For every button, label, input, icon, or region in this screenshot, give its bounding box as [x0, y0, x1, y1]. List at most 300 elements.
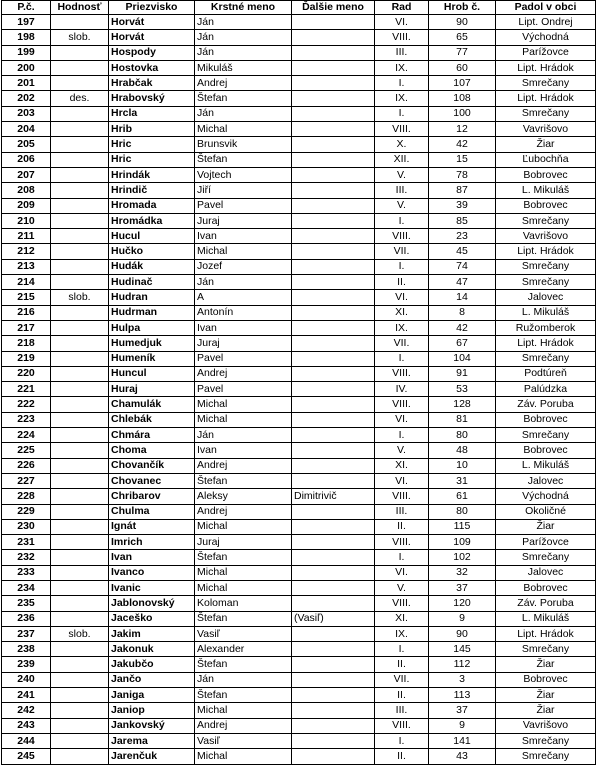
cell-other-name [292, 305, 375, 320]
cell-surname: Jakubčo [109, 657, 195, 672]
cell-surname: Horvát [109, 30, 195, 45]
table-row [2, 259, 596, 274]
cell-row: II. [375, 688, 429, 703]
cell-rank [51, 550, 109, 565]
table-row [2, 642, 596, 657]
cell-other-name [292, 580, 375, 595]
cell-first-name: Michal [195, 580, 292, 595]
table-row [2, 366, 596, 381]
cell-rank [51, 733, 109, 748]
cell-row: II. [375, 519, 429, 534]
cell-surname: Ivanic [109, 580, 195, 595]
cell-number: 197 [2, 15, 51, 30]
cell-other-name [292, 703, 375, 718]
cell-row: VIII. [375, 535, 429, 550]
table-row [2, 657, 596, 672]
cell-row: IX. [375, 320, 429, 335]
cell-first-name: Štefan [195, 91, 292, 106]
cell-grave-number: 53 [429, 382, 496, 397]
cell-grave-number: 90 [429, 15, 496, 30]
cell-grave-number: 39 [429, 198, 496, 213]
cell-surname: Jankovský [109, 718, 195, 733]
cell-surname: Hudák [109, 259, 195, 274]
cell-fell-in: Vavrišovo [496, 229, 596, 244]
table-row [2, 489, 596, 504]
cell-rank: des. [51, 91, 109, 106]
cell-grave-number: 3 [429, 672, 496, 687]
cell-first-name: Ján [195, 15, 292, 30]
cell-number: 200 [2, 60, 51, 75]
cell-row: VII. [375, 244, 429, 259]
cell-surname: Chovanec [109, 473, 195, 488]
cell-grave-number: 42 [429, 320, 496, 335]
cell-surname: Jablonovský [109, 596, 195, 611]
cell-surname: Hudinač [109, 275, 195, 290]
cell-surname: Choma [109, 443, 195, 458]
cell-other-name [292, 672, 375, 687]
cell-fell-in: Podtúreň [496, 366, 596, 381]
cell-first-name: Michal [195, 519, 292, 534]
cell-fell-in: Parížovce [496, 535, 596, 550]
cell-number: 222 [2, 397, 51, 412]
table-row [2, 336, 596, 351]
cell-first-name: Vasiľ [195, 626, 292, 641]
cell-fell-in: Lipt. Ondrej [496, 15, 596, 30]
cell-fell-in: Smrečany [496, 351, 596, 366]
table-row [2, 60, 596, 75]
cell-first-name: Andrej [195, 366, 292, 381]
cell-number: 203 [2, 106, 51, 121]
cell-rank [51, 351, 109, 366]
cell-number: 239 [2, 657, 51, 672]
cell-first-name: Ján [195, 45, 292, 60]
cell-grave-number: 10 [429, 458, 496, 473]
cell-first-name: Jiří [195, 183, 292, 198]
cell-fell-in: Smrečany [496, 642, 596, 657]
cell-first-name: Vasiľ [195, 733, 292, 748]
cell-number: 214 [2, 275, 51, 290]
cell-row: I. [375, 550, 429, 565]
cell-rank [51, 443, 109, 458]
cell-fell-in: Lipt. Hrádok [496, 336, 596, 351]
cell-first-name: Ján [195, 106, 292, 121]
cell-surname: Ignát [109, 519, 195, 534]
cell-surname: Huncul [109, 366, 195, 381]
cell-number: 227 [2, 473, 51, 488]
cell-rank [51, 122, 109, 137]
cell-rank [51, 428, 109, 443]
cell-grave-number: 37 [429, 703, 496, 718]
cell-grave-number: 31 [429, 473, 496, 488]
cell-row: I. [375, 351, 429, 366]
cell-fell-in: L. Mikuláš [496, 305, 596, 320]
table-row [2, 198, 596, 213]
table-row [2, 397, 596, 412]
cell-number: 226 [2, 458, 51, 473]
cell-rank [51, 167, 109, 182]
cell-number: 206 [2, 152, 51, 167]
cell-number: 209 [2, 198, 51, 213]
table-row [2, 76, 596, 91]
cell-grave-number: 9 [429, 718, 496, 733]
cell-fell-in: Palúdzka [496, 382, 596, 397]
cell-row: VIII. [375, 122, 429, 137]
cell-number: 224 [2, 428, 51, 443]
cell-fell-in: L. Mikuláš [496, 183, 596, 198]
cell-fell-in: Bobrovec [496, 412, 596, 427]
cell-grave-number: 141 [429, 733, 496, 748]
table-row [2, 550, 596, 565]
cell-other-name [292, 275, 375, 290]
cell-fell-in: Lipt. Hrádok [496, 60, 596, 75]
table-row [2, 382, 596, 397]
cell-number: 243 [2, 718, 51, 733]
cell-fell-in: Záv. Poruba [496, 397, 596, 412]
cell-first-name: Andrej [195, 458, 292, 473]
cell-fell-in: Smrečany [496, 428, 596, 443]
cell-first-name: Mikuláš [195, 60, 292, 75]
cell-rank [51, 519, 109, 534]
cell-number: 216 [2, 305, 51, 320]
cell-other-name [292, 152, 375, 167]
table-row [2, 213, 596, 228]
cell-grave-number: 115 [429, 519, 496, 534]
cell-fell-in: Východná [496, 30, 596, 45]
cell-surname: Chovančík [109, 458, 195, 473]
cell-surname: Hrabovský [109, 91, 195, 106]
cell-first-name: Štefan [195, 657, 292, 672]
cell-first-name: Pavel [195, 382, 292, 397]
cell-grave-number: 120 [429, 596, 496, 611]
cell-first-name: Michal [195, 397, 292, 412]
cell-fell-in: Smrečany [496, 76, 596, 91]
cell-fell-in: Ľubochňa [496, 152, 596, 167]
cell-first-name: Pavel [195, 198, 292, 213]
cell-number: 240 [2, 672, 51, 687]
cell-number: 204 [2, 122, 51, 137]
cell-rank [51, 213, 109, 228]
table-row [2, 122, 596, 137]
cell-rank [51, 366, 109, 381]
cell-first-name: Ivan [195, 320, 292, 335]
cell-number: 208 [2, 183, 51, 198]
cell-other-name [292, 30, 375, 45]
col-header-grave-number: Hrob č. [429, 1, 496, 15]
cell-surname: Ivan [109, 550, 195, 565]
cell-rank [51, 611, 109, 626]
cell-other-name [292, 366, 375, 381]
cell-fell-in: Jalovec [496, 565, 596, 580]
table-row [2, 244, 596, 259]
cell-row: XI. [375, 611, 429, 626]
cell-other-name [292, 167, 375, 182]
cell-surname: Chribarov [109, 489, 195, 504]
cell-other-name [292, 45, 375, 60]
cell-grave-number: 81 [429, 412, 496, 427]
cell-rank [51, 397, 109, 412]
cell-rank [51, 489, 109, 504]
cell-row: V. [375, 167, 429, 182]
cell-fell-in: Žiar [496, 519, 596, 534]
cell-number: 217 [2, 320, 51, 335]
cell-row: VI. [375, 412, 429, 427]
cell-first-name: Ján [195, 30, 292, 45]
cell-grave-number: 77 [429, 45, 496, 60]
cell-first-name: Ján [195, 428, 292, 443]
cell-number: 229 [2, 504, 51, 519]
cell-grave-number: 65 [429, 30, 496, 45]
cell-other-name [292, 259, 375, 274]
cell-other-name [292, 443, 375, 458]
cell-row: VIII. [375, 366, 429, 381]
cell-number: 223 [2, 412, 51, 427]
cell-row: XI. [375, 458, 429, 473]
cell-number: 232 [2, 550, 51, 565]
cell-row: VIII. [375, 30, 429, 45]
cell-other-name [292, 749, 375, 764]
cell-number: 225 [2, 443, 51, 458]
cell-other-name [292, 76, 375, 91]
cell-first-name: Koloman [195, 596, 292, 611]
cell-other-name [292, 397, 375, 412]
cell-grave-number: 9 [429, 611, 496, 626]
cell-grave-number: 42 [429, 137, 496, 152]
cell-first-name: Michal [195, 412, 292, 427]
cell-number: 207 [2, 167, 51, 182]
cell-row: V. [375, 443, 429, 458]
cell-row: VIII. [375, 229, 429, 244]
cell-number: 235 [2, 596, 51, 611]
table-row [2, 535, 596, 550]
cell-row: I. [375, 213, 429, 228]
cell-grave-number: 61 [429, 489, 496, 504]
cell-surname: Janiop [109, 703, 195, 718]
cell-other-name [292, 137, 375, 152]
cell-surname: Jakonuk [109, 642, 195, 657]
cell-rank [51, 76, 109, 91]
col-header-fell-in: Padol v obci [496, 1, 596, 15]
table-row [2, 152, 596, 167]
cell-grave-number: 12 [429, 122, 496, 137]
cell-grave-number: 112 [429, 657, 496, 672]
col-header-other-name: Ďalšie meno [292, 1, 375, 15]
table-row [2, 703, 596, 718]
cell-number: 221 [2, 382, 51, 397]
cell-number: 242 [2, 703, 51, 718]
cell-number: 228 [2, 489, 51, 504]
cell-rank [51, 473, 109, 488]
table-row [2, 305, 596, 320]
cell-rank [51, 672, 109, 687]
cell-surname: Chmára [109, 428, 195, 443]
cell-number: 211 [2, 229, 51, 244]
grave-register-table [1, 0, 596, 765]
cell-first-name: Ján [195, 672, 292, 687]
cell-row: III. [375, 45, 429, 60]
cell-row: II. [375, 275, 429, 290]
cell-number: 245 [2, 749, 51, 764]
cell-row: VI. [375, 15, 429, 30]
cell-other-name [292, 565, 375, 580]
cell-surname: Hric [109, 137, 195, 152]
cell-row: I. [375, 733, 429, 748]
cell-rank: slob. [51, 30, 109, 45]
cell-row: XII. [375, 152, 429, 167]
cell-row: III. [375, 183, 429, 198]
cell-first-name: Juraj [195, 213, 292, 228]
cell-other-name [292, 718, 375, 733]
cell-row: X. [375, 137, 429, 152]
cell-rank [51, 642, 109, 657]
table-row [2, 106, 596, 121]
cell-grave-number: 100 [429, 106, 496, 121]
cell-number: 241 [2, 688, 51, 703]
cell-grave-number: 78 [429, 167, 496, 182]
cell-number: 210 [2, 213, 51, 228]
cell-surname: Ivanco [109, 565, 195, 580]
cell-number: 212 [2, 244, 51, 259]
cell-surname: Hulpa [109, 320, 195, 335]
cell-fell-in: Parížovce [496, 45, 596, 60]
cell-row: IX. [375, 60, 429, 75]
table-row [2, 320, 596, 335]
cell-rank [51, 535, 109, 550]
cell-rank [51, 688, 109, 703]
cell-rank: slob. [51, 290, 109, 305]
cell-rank [51, 749, 109, 764]
cell-first-name: Ivan [195, 443, 292, 458]
cell-other-name [292, 642, 375, 657]
cell-rank [51, 183, 109, 198]
cell-first-name: Antonín [195, 305, 292, 320]
cell-grave-number: 48 [429, 443, 496, 458]
cell-surname: Jarema [109, 733, 195, 748]
table-row [2, 733, 596, 748]
cell-grave-number: 91 [429, 366, 496, 381]
cell-first-name: Aleksy [195, 489, 292, 504]
col-header-rank: Hodnosť [51, 1, 109, 15]
cell-other-name [292, 733, 375, 748]
cell-rank [51, 305, 109, 320]
cell-number: 236 [2, 611, 51, 626]
cell-rank [51, 229, 109, 244]
cell-grave-number: 102 [429, 550, 496, 565]
cell-surname: Humedjuk [109, 336, 195, 351]
cell-surname: Jančo [109, 672, 195, 687]
cell-rank [51, 703, 109, 718]
cell-other-name [292, 458, 375, 473]
cell-fell-in: Vavrišovo [496, 122, 596, 137]
cell-number: 230 [2, 519, 51, 534]
cell-row: IV. [375, 382, 429, 397]
cell-number: 199 [2, 45, 51, 60]
cell-rank [51, 15, 109, 30]
cell-number: 231 [2, 535, 51, 550]
cell-surname: Jarenčuk [109, 749, 195, 764]
cell-surname: Hučko [109, 244, 195, 259]
cell-surname: Jakim [109, 626, 195, 641]
table-row [2, 504, 596, 519]
cell-rank [51, 458, 109, 473]
cell-first-name: Michal [195, 749, 292, 764]
cell-fell-in: Žiar [496, 688, 596, 703]
cell-other-name [292, 657, 375, 672]
cell-other-name [292, 351, 375, 366]
cell-rank [51, 106, 109, 121]
cell-grave-number: 109 [429, 535, 496, 550]
col-header-number: P.č. [2, 1, 51, 15]
cell-fell-in: Východná [496, 489, 596, 504]
cell-other-name: (Vasiľ) [292, 611, 375, 626]
cell-grave-number: 113 [429, 688, 496, 703]
cell-first-name: Pavel [195, 351, 292, 366]
cell-grave-number: 67 [429, 336, 496, 351]
cell-grave-number: 90 [429, 626, 496, 641]
cell-row: XI. [375, 305, 429, 320]
cell-grave-number: 15 [429, 152, 496, 167]
cell-other-name [292, 428, 375, 443]
cell-rank [51, 580, 109, 595]
cell-surname: Huraj [109, 382, 195, 397]
cell-other-name [292, 473, 375, 488]
cell-rank [51, 657, 109, 672]
cell-fell-in: Bobrovec [496, 443, 596, 458]
cell-row: IX. [375, 626, 429, 641]
cell-first-name: Štefan [195, 473, 292, 488]
cell-surname: Hrabčak [109, 76, 195, 91]
cell-first-name: Brunsvik [195, 137, 292, 152]
cell-surname: Hostovka [109, 60, 195, 75]
cell-surname: Hospody [109, 45, 195, 60]
cell-fell-in: Žiar [496, 137, 596, 152]
cell-fell-in: Jalovec [496, 473, 596, 488]
cell-grave-number: 80 [429, 428, 496, 443]
cell-grave-number: 14 [429, 290, 496, 305]
cell-fell-in: Vavrišovo [496, 718, 596, 733]
table-row [2, 596, 596, 611]
cell-other-name [292, 213, 375, 228]
cell-grave-number: 80 [429, 504, 496, 519]
cell-rank [51, 382, 109, 397]
cell-fell-in: Lipt. Hrádok [496, 244, 596, 259]
table-row [2, 229, 596, 244]
cell-row: VII. [375, 672, 429, 687]
table-row [2, 473, 596, 488]
cell-surname: Hudran [109, 290, 195, 305]
cell-rank [51, 198, 109, 213]
cell-other-name [292, 596, 375, 611]
table-row [2, 15, 596, 30]
cell-number: 198 [2, 30, 51, 45]
cell-grave-number: 145 [429, 642, 496, 657]
cell-row: I. [375, 259, 429, 274]
header-row [2, 1, 596, 15]
table-row [2, 749, 596, 764]
cell-fell-in: Jalovec [496, 290, 596, 305]
cell-number: 238 [2, 642, 51, 657]
cell-grave-number: 74 [429, 259, 496, 274]
table-row [2, 672, 596, 687]
table-row [2, 718, 596, 733]
cell-fell-in: Smrečany [496, 259, 596, 274]
cell-row: VI. [375, 290, 429, 305]
cell-first-name: Ivan [195, 229, 292, 244]
cell-first-name: Juraj [195, 535, 292, 550]
cell-surname: Hromádka [109, 213, 195, 228]
cell-fell-in: Bobrovec [496, 198, 596, 213]
cell-other-name [292, 535, 375, 550]
cell-number: 237 [2, 626, 51, 641]
